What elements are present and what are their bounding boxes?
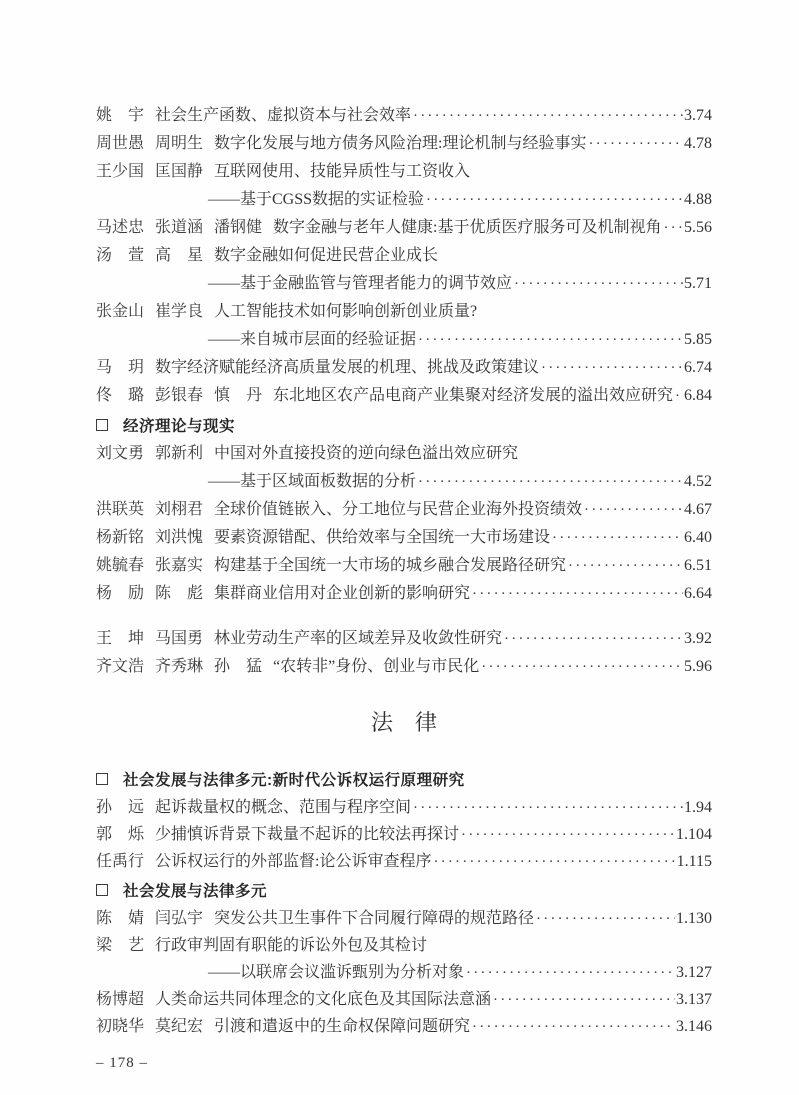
page-number: 5.96 xyxy=(684,658,712,675)
author-name: 郭新利 xyxy=(155,445,204,462)
entry-title: 数字金融与老年人健康:基于优质医疗服务可及机制视角 xyxy=(273,219,662,236)
entry-title: 起诉裁量权的概念、范围与程序空间 xyxy=(155,799,412,816)
page-number: 3.74 xyxy=(684,107,712,124)
author-name: 杨新铭 xyxy=(96,529,145,546)
author-name: 马国勇 xyxy=(155,630,204,647)
author-name: 刘栩君 xyxy=(155,501,204,518)
entry-title: 人工智能技术如何影响创新创业质量? xyxy=(214,303,478,320)
page-number: 3.137 xyxy=(676,991,712,1008)
toc-entry xyxy=(96,214,712,242)
author-name: 杨博超 xyxy=(96,991,145,1008)
entry-title: 社会生产函数、虚拟资本与社会效率 xyxy=(155,107,412,124)
author-name: 彭银春 xyxy=(155,387,204,404)
square-marker-icon xyxy=(96,773,108,785)
entry-title: 引渡和遣返中的生命权保障问题研究 xyxy=(214,1018,471,1035)
dot-leader xyxy=(663,214,683,242)
dot-leader xyxy=(472,580,683,608)
dot-leader xyxy=(418,326,683,354)
author-name: 姚 宇 xyxy=(96,107,145,124)
author-name: 孙 远 xyxy=(96,799,145,816)
author-name: 张道涵 xyxy=(155,219,204,236)
author-name: 姚毓春 xyxy=(96,557,145,574)
dot-leader xyxy=(514,270,683,298)
toc-entry xyxy=(96,130,712,158)
dot-leader xyxy=(472,1013,675,1041)
dot-leader xyxy=(433,848,675,876)
dot-leader xyxy=(461,821,675,849)
author-name: 高 星 xyxy=(155,247,204,264)
entry-title: 要素资源错配、供给效率与全国统一大市场建设 xyxy=(214,529,551,546)
entry-title: 中国对外直接投资的逆向绿色溢出效应研究 xyxy=(214,445,519,462)
entry-title: 人类命运共同体理念的文化底色及其国际法意涵 xyxy=(155,991,492,1008)
section-heading xyxy=(96,410,712,440)
page-footer: – 178 – xyxy=(96,1055,148,1071)
author-name: 齐秀琳 xyxy=(155,658,204,675)
entry-title: 集群商业信用对企业创新的影响研究 xyxy=(214,585,471,602)
author-name: 陈 婧 xyxy=(96,910,145,927)
author-name: 初晓华 xyxy=(96,1018,145,1035)
entry-subtitle: ——基于金融监管与管理者能力的调节效应 xyxy=(208,275,513,292)
toc-entry xyxy=(96,382,712,410)
author-name: 张金山 xyxy=(96,303,145,320)
dot-leader xyxy=(493,986,675,1014)
square-marker-icon xyxy=(96,419,108,431)
author-name: 佟 璐 xyxy=(96,387,145,404)
part-heading: 法 律 xyxy=(370,710,437,735)
author-name: 孙 猛 xyxy=(214,658,263,675)
author-name: 周明生 xyxy=(155,135,204,152)
toc-entry xyxy=(96,580,712,608)
toc-entry xyxy=(96,354,712,382)
author-name: 王 坤 xyxy=(96,630,145,647)
entry-title: “农转非”身份、创业与市民化 xyxy=(273,658,480,675)
author-name: 崔学良 xyxy=(155,303,204,320)
dot-leader xyxy=(584,496,683,524)
dot-leader xyxy=(418,468,683,496)
page-number: 6.74 xyxy=(684,359,712,376)
page-number: 6.64 xyxy=(684,585,712,602)
toc-entry xyxy=(96,821,712,848)
entry-subtitle: ——基于区域面板数据的分析 xyxy=(208,473,417,490)
page-number: 3.146 xyxy=(676,1018,712,1035)
economics-entries-block xyxy=(96,102,712,681)
page-number: 5.71 xyxy=(684,275,712,292)
author-name: 刘洪愧 xyxy=(155,529,204,546)
toc-entry xyxy=(96,653,712,681)
page-number: 5.85 xyxy=(684,331,712,348)
entry-title: 数字金融如何促进民营企业成长 xyxy=(214,247,439,264)
law-entries-block xyxy=(96,764,712,1040)
author-name: 闫弘宇 xyxy=(155,910,204,927)
entry-title: 东北地区农产品电商产业集聚对经济发展的溢出效应研究 xyxy=(273,387,674,404)
toc-entry xyxy=(96,848,712,875)
author-name: 陈 彪 xyxy=(155,585,204,602)
toc-entry-subtitle xyxy=(96,959,712,986)
author-name: 王少国 xyxy=(96,163,145,180)
author-name: 汤 萱 xyxy=(96,247,145,264)
toc-entry xyxy=(96,102,712,130)
dot-leader xyxy=(536,905,675,933)
entry-subtitle: ——基于CGSS数据的实证检验 xyxy=(208,191,425,208)
toc-entry-subtitle xyxy=(96,468,712,496)
page-number: 3.92 xyxy=(684,630,712,647)
toc-entry xyxy=(96,524,712,552)
section-heading xyxy=(96,875,712,905)
entry-title: 突发公共卫生事件下合同履行障碍的规范路径 xyxy=(214,910,535,927)
dot-leader xyxy=(675,382,683,410)
page-number: 4.52 xyxy=(684,473,712,490)
toc-entry xyxy=(96,242,712,270)
dot-leader xyxy=(413,102,683,130)
author-name: 马 玥 xyxy=(96,359,145,376)
toc-entry xyxy=(96,794,712,821)
page-number: 1.130 xyxy=(676,910,712,927)
dot-leader xyxy=(504,625,683,653)
entry-title: 构建基于全国统一大市场的城乡融合发展路径研究 xyxy=(214,557,567,574)
entry-subtitle: ——以联席会议滥诉甄别为分析对象 xyxy=(208,964,465,981)
author-name: 匡国静 xyxy=(155,163,204,180)
dot-leader xyxy=(426,186,683,214)
author-name: 慎 丹 xyxy=(214,387,263,404)
dot-leader xyxy=(413,794,683,822)
toc-entry-subtitle xyxy=(96,186,712,214)
entry-subtitle: ——来自城市层面的经验证据 xyxy=(208,331,417,348)
author-name: 任禹行 xyxy=(96,853,145,870)
dot-leader xyxy=(481,653,683,681)
section-heading-label: 社会发展与法律多元 xyxy=(123,883,268,900)
author-name: 杨 励 xyxy=(96,585,145,602)
entry-title: 全球价值链嵌入、分工地位与民营企业海外投资绩效 xyxy=(214,501,583,518)
author-name: 莫纪宏 xyxy=(155,1018,204,1035)
entry-title: 互联网使用、技能异质性与工资收入 xyxy=(214,163,471,180)
page-number: 4.78 xyxy=(684,135,712,152)
author-name: 潘钢健 xyxy=(214,219,263,236)
toc-entry xyxy=(96,496,712,524)
page-number: 5.56 xyxy=(684,219,712,236)
author-name: 郭 烁 xyxy=(96,826,145,843)
section-heading-label: 社会发展与法律多元:新时代公诉权运行原理研究 xyxy=(123,772,465,789)
toc-entry xyxy=(96,158,712,186)
blank-gap xyxy=(96,608,712,625)
author-name: 洪联英 xyxy=(96,501,145,518)
toc-entry xyxy=(96,986,712,1013)
author-name: 张嘉实 xyxy=(155,557,204,574)
entry-title: 数字经济赋能经济高质量发展的机理、挑战及政策建议 xyxy=(155,359,540,376)
toc-entry xyxy=(96,1013,712,1040)
toc-entry xyxy=(96,905,712,932)
entry-title: 林业劳动生产率的区域差异及收敛性研究 xyxy=(214,630,503,647)
author-name: 梁 艺 xyxy=(96,937,145,954)
page-number: 6.84 xyxy=(684,387,712,404)
author-name: 刘文勇 xyxy=(96,445,145,462)
page-number: 1.104 xyxy=(676,826,712,843)
page-number: 6.40 xyxy=(684,529,712,546)
entry-title: 少捕慎诉背景下裁量不起诉的比较法再探讨 xyxy=(155,826,460,843)
page-number: 1.115 xyxy=(676,853,712,870)
entry-title: 行政审判固有职能的诉讼外包及其检讨 xyxy=(155,937,428,954)
dot-leader xyxy=(541,354,683,382)
toc-entry xyxy=(96,440,712,468)
page-number: 4.88 xyxy=(684,191,712,208)
toc-entry xyxy=(96,298,712,326)
section-heading xyxy=(96,764,712,794)
dot-leader xyxy=(552,524,683,552)
page-number: 1.94 xyxy=(684,799,712,816)
page-number: 4.67 xyxy=(684,501,712,518)
toc-entry xyxy=(96,932,712,959)
author-name: 马述忠 xyxy=(96,219,145,236)
page-number: 6.51 xyxy=(684,557,712,574)
section-heading-label: 经济理论与现实 xyxy=(123,418,236,435)
square-marker-icon xyxy=(96,884,108,896)
dot-leader xyxy=(588,130,683,158)
author-name: 周世愚 xyxy=(96,135,145,152)
toc-entry-subtitle xyxy=(96,270,712,298)
author-name: 齐文浩 xyxy=(96,658,145,675)
toc-entry-subtitle xyxy=(96,326,712,354)
entry-title: 数字化发展与地方债务风险治理:理论机制与经验事实 xyxy=(214,135,587,152)
dot-leader xyxy=(466,959,675,987)
entry-title: 公诉权运行的外部监督:论公诉审查程序 xyxy=(155,853,432,870)
dot-leader xyxy=(568,552,683,580)
toc-entry xyxy=(96,625,712,653)
toc-entry xyxy=(96,552,712,580)
page-number: 3.127 xyxy=(676,964,712,981)
